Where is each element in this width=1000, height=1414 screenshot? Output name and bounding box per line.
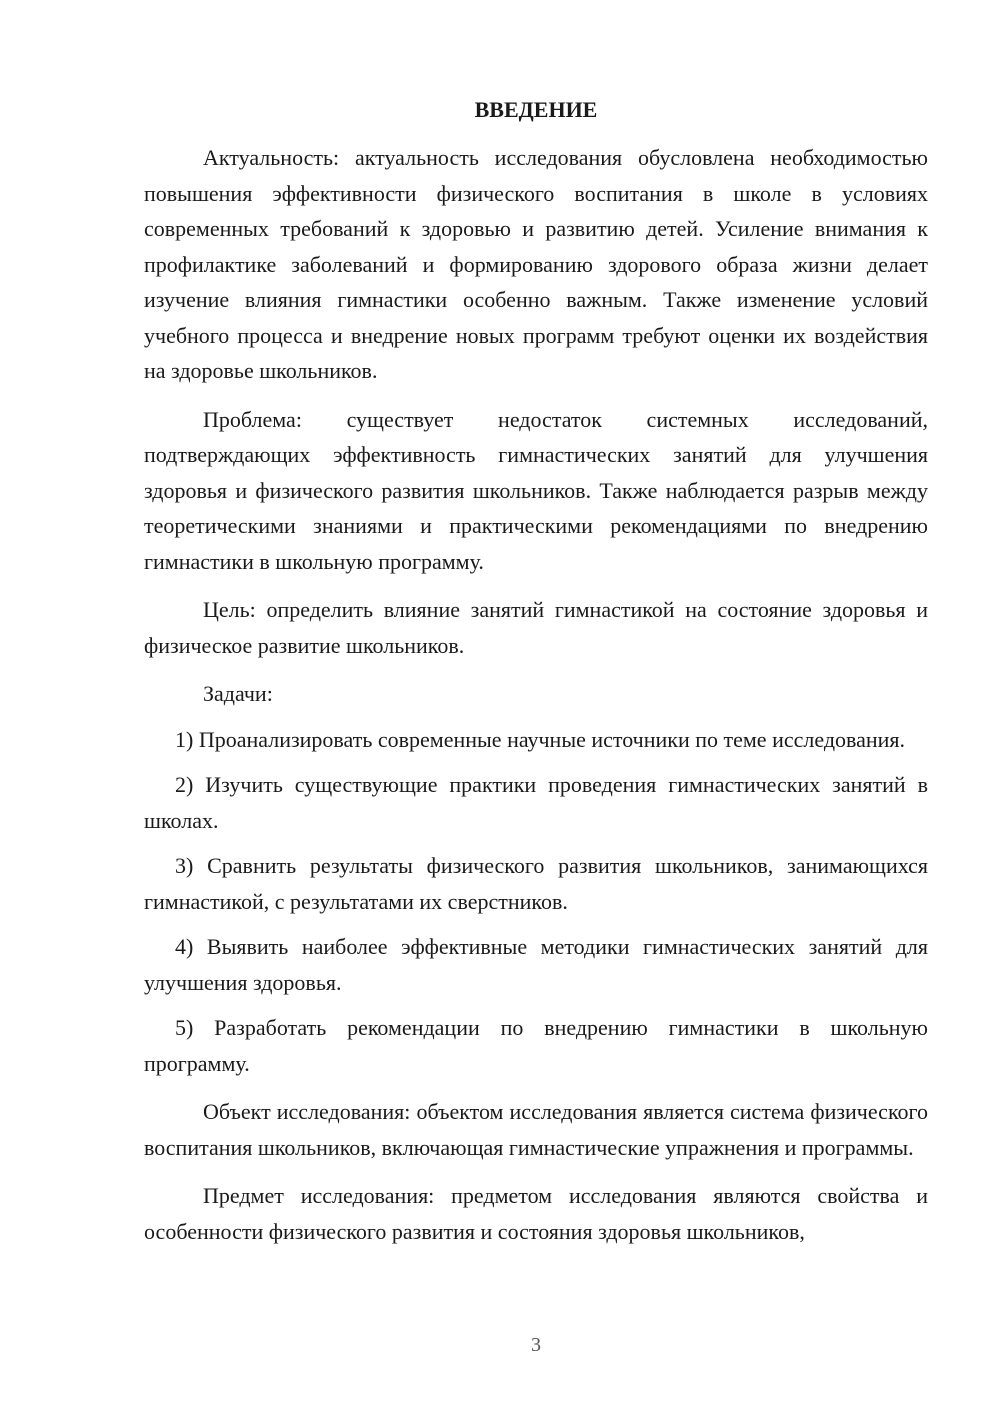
task-item: 4) Выявить наиболее эффективные методики гимнастических занятий для улучшения здоровья. — [144, 934, 928, 995]
paragraph-object: Объект исследования: объектом исследования является система физического воспитания школьников, включающая гимнастические упражнения и программы. — [144, 1099, 928, 1160]
task-item: 5) Разработать рекомендации по внедрению гимнастики в школьную программу. — [144, 1015, 928, 1076]
page-number: 3 — [531, 1334, 541, 1356]
paragraph-goal: Цель: определить влияние занятий гимнастикой на состояние здоровья и физическое развитие школьников. — [144, 597, 928, 658]
page-content — [144, 92, 928, 1249]
paragraph-subject: Предмет исследования: предметом исследования являются свойства и особенности физического развития и состояния здоровья школьников, — [144, 1183, 928, 1244]
section-title: ВВЕДЕНИЕ — [474, 97, 598, 122]
task-item: 3) Сравнить результаты физического развития школьников, занимающихся гимнастикой, с результатами их сверстников. — [144, 853, 928, 914]
paragraph-problem: Проблема: существует недостаток системных исследований, подтверждающих эффективность гимнастических занятий для улучшения здоровья и физического развития школьников. Также наблюдается разрыв между теоретическими знаниями и практическими рекомендациями по внедрению гимнастики в школьную программу. — [144, 406, 928, 574]
task-item: 1) Проанализировать современные научные источники по теме исследования. — [175, 726, 906, 752]
tasks-heading: Задачи: — [203, 681, 273, 706]
paragraph-relevance: Актуальность: актуальность исследования обусловлена необходимостью повышения эффективности физического воспитания в школе в условиях современных требований к здоровью и развитию детей. Усиление внимания к профилактике заболеваний и формированию здорового образа жизни делает изучение влияния гимнастики особенно важным. Также изменение условий учебного процесса и внедрение новых программ требуют оценки их воздействия на здоровье школьников. — [144, 145, 928, 383]
task-item: 2) Изучить существующие практики проведения гимнастических занятий в школах. — [144, 772, 928, 833]
